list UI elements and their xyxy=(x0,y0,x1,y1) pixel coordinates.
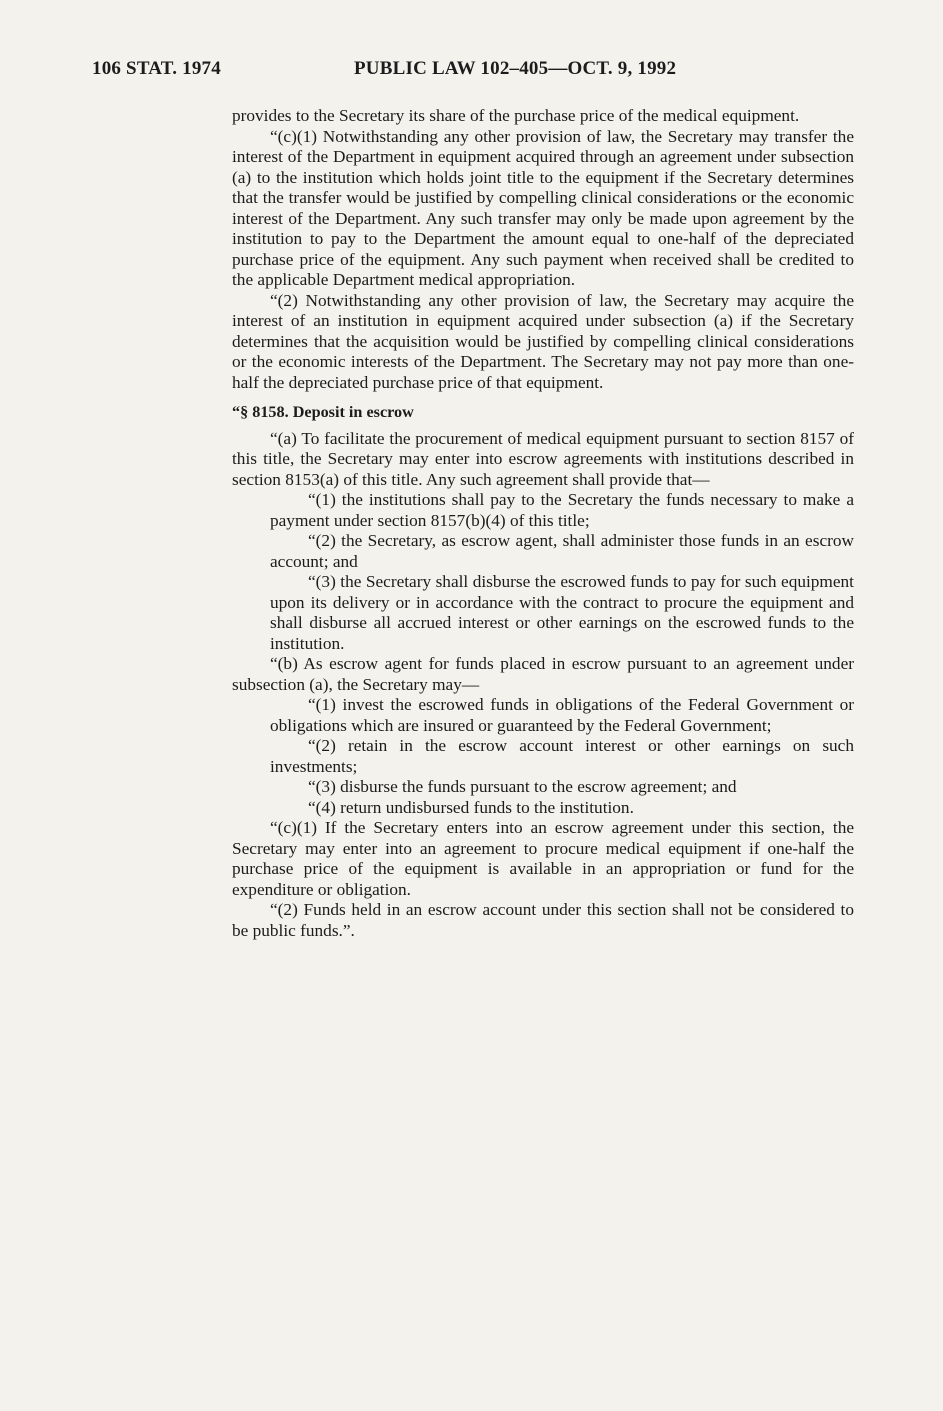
paragraph: provides to the Secretary its share of the purchase price of the medical equipment. xyxy=(232,106,800,125)
paragraph: “(c)(1) If the Secretary enters into an escrow agreement under this section, the Secretary may enter into an agreement to procure medical equipment if one-half the purchase price of the equipment is available in an appropriation or fund for the expenditure or obligation. xyxy=(232,818,854,899)
public-law-reference: PUBLIC LAW 102–405—OCT. 9, 1992 xyxy=(354,58,677,79)
document-body xyxy=(232,106,854,941)
list-item: “(2) the Secretary, as escrow agent, shall administer those funds in an escrow account; and xyxy=(270,531,854,571)
paragraph: “(a) To facilitate the procurement of medical equipment pursuant to section 8157 of this title, the Secretary may enter into escrow agreements with institutions described in section 8153(a) of this title. Any such agreement shall provide that— xyxy=(232,428,854,489)
section-heading: “§ 8158. Deposit in escrow xyxy=(232,403,414,421)
list-item: “(1) the institutions shall pay to the Secretary the funds necessary to make a payment under section 8157(b)(4) of this title; xyxy=(270,490,854,530)
list-item: “(1) invest the escrowed funds in obligations of the Federal Government or obligations which are insured or guaranteed by the Federal Government; xyxy=(270,695,854,735)
paragraph: “(c)(1) Notwithstanding any other provision of law, the Secretary may transfer the interest of the Department in equipment acquired through an agreement under subsection (a) to the institution which holds joint title to the equipment if the Secretary determines that the transfer would be justified by compelling clinical considerations or the economic interest of the Department. Any such transfer may only be made upon agreement by the institution to pay to the Department the amount equal to one-half of the depreciated purchase price of the equipment. Any such payment when received shall be credited to the applicable Department medical appropriation. xyxy=(232,126,854,289)
list-item: “(4) return undisbursed funds to the institution. xyxy=(308,797,634,817)
statute-reference: 106 STAT. 1974 xyxy=(92,58,221,79)
list-item: “(2) retain in the escrow account interest or other earnings on such investments; xyxy=(270,736,854,776)
paragraph: “(2) Notwithstanding any other provision of law, the Secretary may acquire the interest of an institution in equipment acquired under subsection (a) if the Secretary determines that the acquisition would be justified by compelling clinical considerations or the economic interests of the Department. The Secretary may not pay more than one-half the depreciated purchase price of that equipment. xyxy=(232,290,854,392)
page-header xyxy=(0,58,943,84)
list-item: “(3) disburse the funds pursuant to the escrow agreement; and xyxy=(308,777,737,796)
paragraph: “(2) Funds held in an escrow account under this section shall not be considered to be public funds.”. xyxy=(232,900,854,940)
list-item: “(3) the Secretary shall disburse the escrowed funds to pay for such equipment upon its delivery or in accordance with the contract to procure the equipment and shall disburse all accrued interest or other earnings on the escrowed funds to the institution. xyxy=(270,572,854,653)
paragraph: “(b) As escrow agent for funds placed in escrow pursuant to an agreement under subsection (a), the Secretary may— xyxy=(232,654,854,694)
